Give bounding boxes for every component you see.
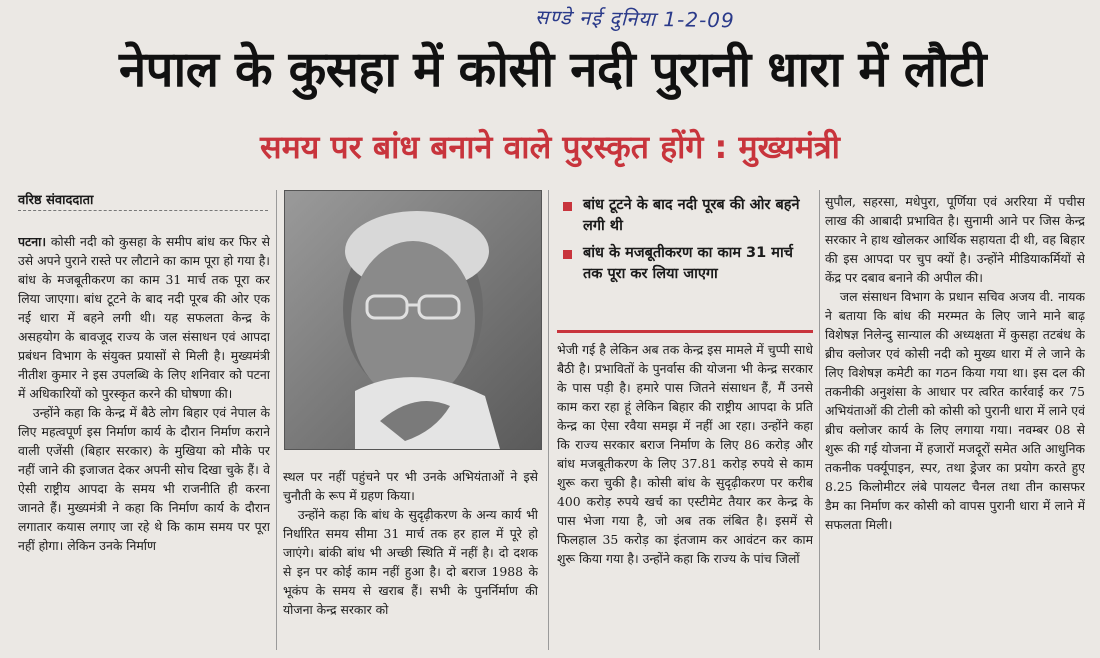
column-divider [819,190,820,650]
square-bullet-icon [563,250,572,259]
byline: वरिष्ठ संवाददाता [18,190,268,211]
article-column-1 [18,232,270,646]
article-column-3 [557,340,813,647]
paragraph: सुपौल, सहरसा, मधेपुरा, पूर्णिया एवं अररिया में पचीस लाख की आबादी प्रभावित है। सुनामी आने पर जिस केन्द्र सरकार ने हाथ खोलकर आर्थिक सहायता दी थी, वह बिहार की इस आपदा पर चुप क्यों है। उन्होंने मीडियाकर्मियों से केंद्र पर दबाव बनाने की अपील की। [825,194,1085,285]
column-divider [548,190,549,650]
portrait-photo-image [285,191,541,449]
handwritten-date-note: सण्डे नई दुनिया 1-2-09 [534,4,735,33]
highlights-box [557,195,813,325]
column-divider [276,190,277,650]
paragraph: जल संसाधन विभाग के प्रधान सचिव अजय वी. नायक ने बताया कि बांध की मरम्मत के लिए जाने माने बाढ़ विशेषज्ञ निलेन्दु सान्याल की अध्यक्षता में कुसहा तटबंध के ब्रीच क्लोजर एवं कोसी नदी को मुख्य धारा में ले जाने के लिए विशेषज्ञ कमेटी का गठन किया गया था। इस दल की तकनीकी अनुशंसा के आधार पर त्वरित कार्रवाई कर 75 अभियंताओं की टोली को कोसी को पुरानी धारा में लाने एवं ब्रीच क्लोजर कार्य के लिए लगाया गया। नवम्बर 08 से शुरू की गई योजना में हजारों मजदूरों समेत अति आधुनिक तकनीक पर्क्यूपाइन, स्पर, तथा ड्रेजर का प्रयोग करते हुए 8.25 किलोमीटर लंबे पायलट चैनल तथा तीन कासफर डैम का निर्माण कर कोसी को वापस पुरानी धारा में लाने में सफलता मिली। [825,289,1085,532]
square-bullet-icon [563,202,572,211]
subheadline: समय पर बांध बनाने वाले पुरस्कृत होंगे : मुख्यमंत्री [260,128,840,166]
highlight-text: बांध के मजबूतीकरण का काम 31 मार्च तक पूरा कर लिया जाएगा [583,245,793,282]
highlight-item [557,243,813,285]
paragraph: भेजी गई है लेकिन अब तक केन्द्र इस मामले में चुप्पी साधे बैठी है। प्रभावितों के पुनर्वास की योजना भी केन्द्र सरकार के पास पड़ी है। हमारे पास जितने संसाधन हैं, मैं उनसे काम करा रहा हूं लेकिन बिहार की राष्ट्रीय आपदा के प्रति केन्द्र का ऐसा रवैया समझ में नहीं आ रहा। उन्होंने कहा कि राज्य सरकार बराज निर्माण के लिए 86 करोड़ और बांध मजबूतीकरण के लिए 37.81 करोड़ रुपये से काम शुरू करा चुकी है। कोसी बांध के सुदृढ़ीकरण पर करीब 400 करोड़ रुपये खर्च का एस्टीमेट तैयार कर केन्द्र के पास भेजा गया है, जो अब तक लंबित है। इसमें से फिलहाल 35 करोड़ का इंतजाम कर आवंटन कर काम शुरू किया गया है। उन्होंने कहा कि राज्य के पांच जिलों [557,342,813,566]
highlight-divider-rule [557,330,813,333]
paragraph: उन्होंने कहा कि बांध के सुदृढ़ीकरण के अन्य कार्य भी निर्धारित समय सीमा 31 मार्च तक हर हाल में पूरे हो जाएंगे। बांकी बांध भी अच्छी स्थिति में नहीं है। दो दशक से इन पर कोई काम नहीं हुआ है। दो बराज 1988 के भूकंप के समय से खराब हैं। सभी के पुनर्निर्माण की योजना केन्द्र सरकार को [283,507,538,617]
headline: नेपाल के कुसहा में कोसी नदी पुरानी धारा में लौटी [118,41,987,98]
paragraph: उन्होंने कहा कि केन्द्र में बैठे लोग बिहार एवं नेपाल के लिए महत्वपूर्ण इस निर्माण कार्य के दौरान निर्माण कराने वाली एजेंसी (बिहार सरकार) के मुखिया को मौके पर नहीं जाने की इजाजत देकर अपनी सोच दिखा चुके हैं। वे ऐसी राष्ट्रीय आपदा के समय भी राजनीति ही करना जानते हैं। मुख्यमंत्री ने कहा कि निर्माण कार्य के दौरान लगातार कयास लगाए जा रहे थे कि काम समय पर पूरा नहीं होगा। लेकिन उनके निर्माण [18,405,270,553]
paragraph-text: कोसी नदी को कुसहा के समीप बांध कर फिर से उसे अपने पुराने रास्ते पर लौटाने का काम पूरा हो गया है। बांध के मजबूतीकरण का काम 31 मार्च तक पूरा कर लिया जाएगा। बांध टूटने के बाद नदी पूरब की ओर एक नई धारा में बहने लगी थी। यह सफलता केन्द्र के असहयोग के बावजूद राज्य के जल संसाधन एवं आपदा प्रबंधन विभाग के संयुक्त प्रयासों से मिली है। मुख्यमंत्री नीतीश कुमार ने इस उपलब्धि के लिए शनिवार को पटना में अधिकारियों को पुरस्कृत करने की घोषणा की। [18,234,270,401]
article-column-4 [825,192,1085,647]
article-column-2 [283,467,538,647]
dateline: पटना। [18,234,47,249]
highlight-text: बांध टूटने के बाद नदी पूरब की ओर बहने लगी थी [583,197,800,234]
portrait-photo [284,190,542,450]
paragraph: स्थल पर नहीं पहुंचने पर भी उनके अभियंताओं ने इसे चुनौती के रूप में ग्रहण किया। [283,469,538,503]
paragraph [18,232,270,403]
highlight-item [557,195,813,237]
